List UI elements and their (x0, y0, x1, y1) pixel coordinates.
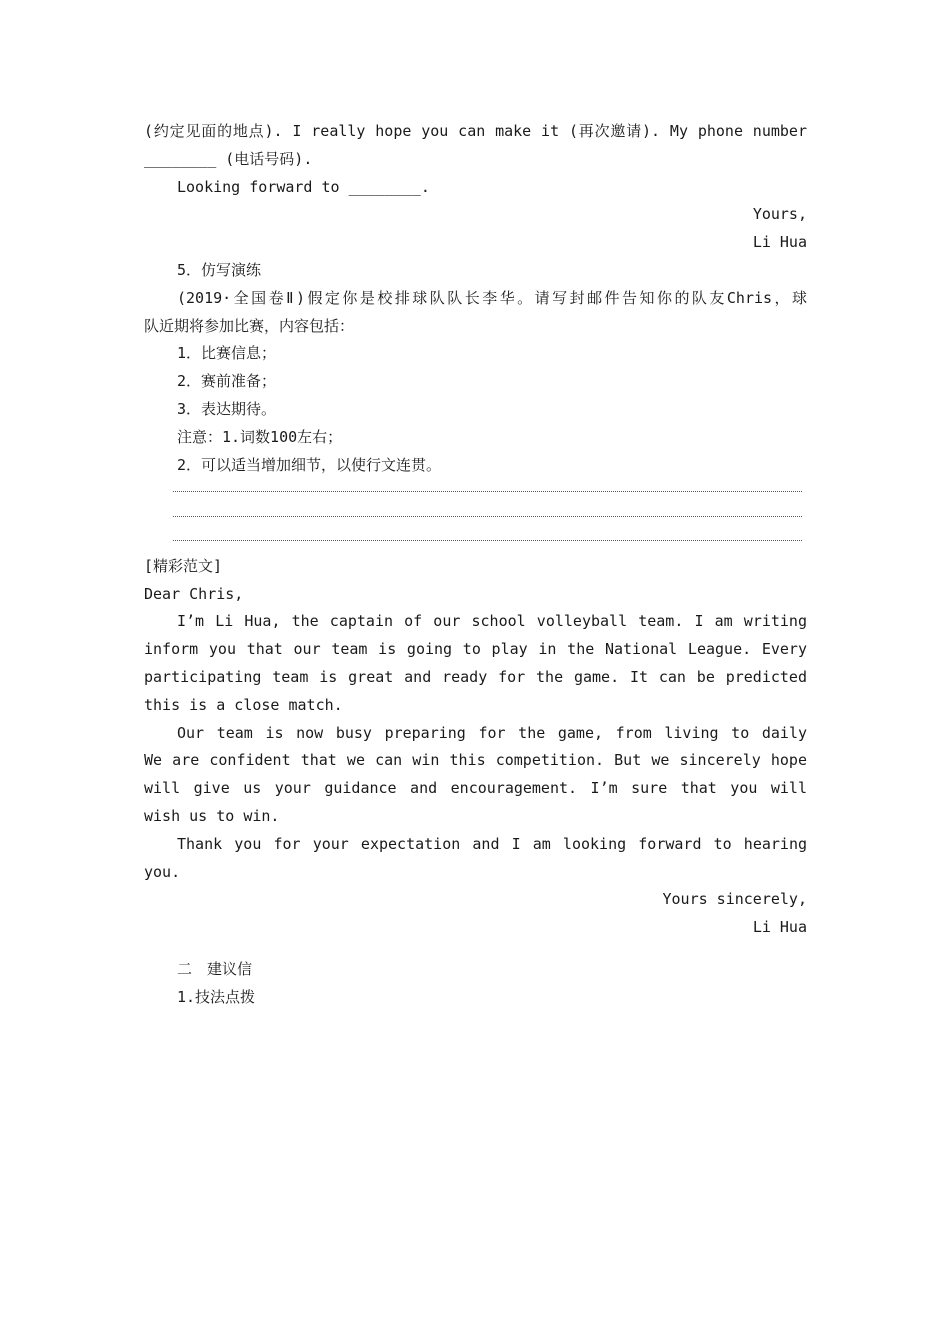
intro-closing: Yours, (752, 205, 807, 224)
sample-paragraph-3 (144, 831, 807, 887)
paragraph-line: participating team is great and ready for the game. It can be predicted (144, 668, 807, 687)
exercise-note-1: 注意：1.词数100左右； (177, 427, 343, 446)
answer-rule[interactable] (173, 540, 802, 541)
paragraph-line: you. (144, 862, 181, 881)
sample-closing: Yours sincerely, (662, 890, 807, 909)
answer-rule[interactable] (173, 491, 802, 492)
section-subheading: 1.技法点拨 (177, 987, 256, 1006)
intro-line-3: Looking forward to ________. (177, 177, 430, 196)
sample-heading: [精彩范文] (144, 556, 223, 575)
intro-line-2: ________ (电话号码). (144, 149, 313, 168)
answer-rule[interactable] (173, 516, 802, 517)
exercise-item: 1．比赛信息； (177, 344, 277, 363)
exercise-prompt-line-1: (2019·全国卷Ⅱ)假定你是校排球队队长李华。请写封邮件告知你的队友Chris，球 (177, 288, 807, 307)
exercise-note-2: 2．可以适当增加细节，以使行文连贯。 (177, 455, 442, 474)
intro-signature: Li Hua (752, 233, 807, 252)
paragraph-line: this is a close match. (144, 695, 343, 714)
paragraph-line: will give us your guidance and encouragement. I’m sure that you will (144, 779, 807, 798)
exercise-item: 3．表达期待。 (177, 399, 277, 418)
sample-paragraph-2 (144, 720, 807, 831)
section-heading: 二 建议信 (177, 960, 253, 979)
page-content (144, 118, 807, 1012)
paragraph-line: Thank you for your expectation and I am looking forward to hearing (177, 834, 807, 853)
exercise-heading: 5．仿写演练 (177, 260, 262, 279)
sample-paragraph-1 (144, 608, 807, 719)
answer-lines (144, 479, 807, 553)
sample-greeting: Dear Chris, (144, 584, 244, 603)
paragraph-line: Our team is now busy preparing for the game, from living to daily (177, 723, 807, 742)
exercise-prompt-line-2: 队近期将参加比赛，内容包括： (144, 316, 355, 335)
sample-signature: Li Hua (752, 918, 807, 937)
paragraph-line: I’m Li Hua, the captain of our school volleyball team. I am writing (177, 612, 807, 631)
paragraph-line: wish us to win. (144, 807, 280, 826)
paragraph-line: inform you that our team is going to play in the National League. Every (144, 640, 807, 659)
exercise-item: 2．赛前准备； (177, 372, 277, 391)
paragraph-line: We are confident that we can win this competition. But we sincerely hope (144, 751, 807, 770)
intro-line-1: (约定见面的地点). I really hope you can make it (再次邀请). My phone number (144, 122, 807, 140)
